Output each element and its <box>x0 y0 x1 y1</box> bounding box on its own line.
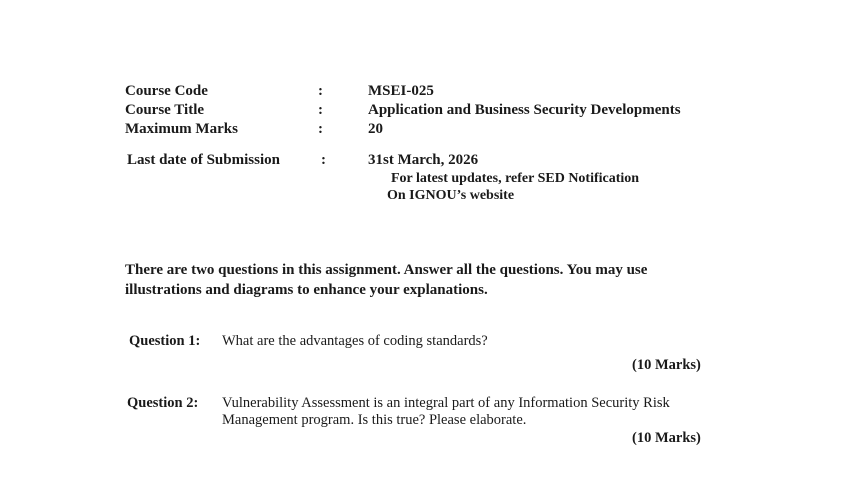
submission-note-line2: On IGNOU’s website <box>387 188 515 203</box>
question-2-text-line2: Management program. Is this true? Please elaborate. <box>222 412 527 428</box>
instructions-paragraph: There are two questions in this assignment. Answer all the questions. You may use illustrations and diagrams to enhance your explanations. <box>125 262 648 298</box>
course-code-label: Course Code <box>125 83 208 99</box>
separator-colon: : <box>321 152 326 168</box>
separator-colon: : <box>318 102 323 118</box>
question-1-label: Question 1: <box>129 333 201 349</box>
course-code-value: MSEI-025 <box>368 83 434 99</box>
question-2-label: Question 2: <box>127 395 199 411</box>
question-1-marks: (10 Marks) <box>632 357 701 373</box>
last-date-value: 31st March, 2026 <box>368 152 479 168</box>
question-2-text-line1: Vulnerability Assessment is an integral part of any Information Security Risk <box>222 395 670 411</box>
question-1-text: What are the advantages of coding standards? <box>222 333 488 349</box>
question-2-marks: (10 Marks) <box>632 430 701 446</box>
last-date-label: Last date of Submission <box>127 152 280 168</box>
course-title-value: Application and Business Security Developments <box>368 102 681 118</box>
max-marks-value: 20 <box>368 121 383 137</box>
separator-colon: : <box>318 121 323 137</box>
course-title-label: Course Title <box>125 102 205 118</box>
submission-note-line1: For latest updates, refer SED Notification <box>391 171 640 186</box>
separator-colon: : <box>318 83 323 99</box>
max-marks-label: Maximum Marks <box>125 121 238 137</box>
